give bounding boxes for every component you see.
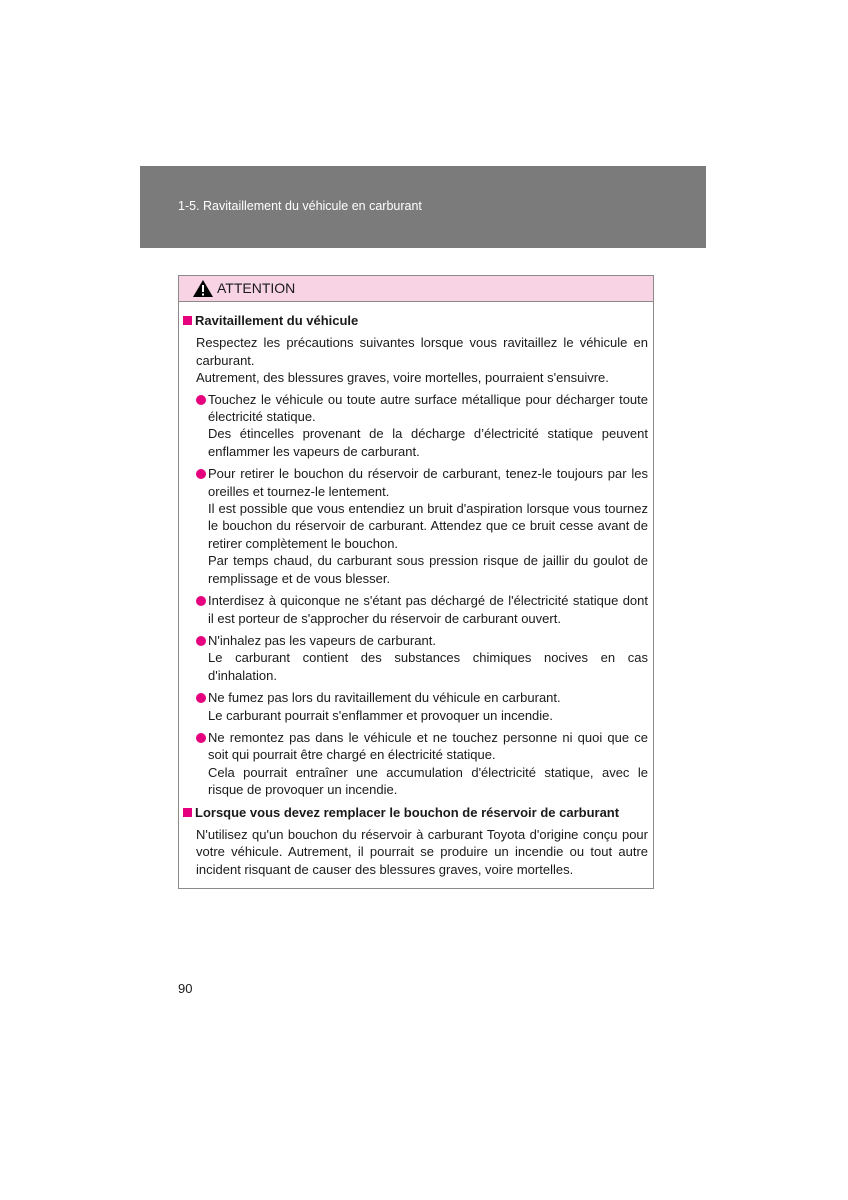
section-heading: Ravitaillement du véhicule xyxy=(183,312,648,329)
list-item: N'inhalez pas les vapeurs de carburant. Le carburant contient des substances chimiques nocives en cas d'inhalation. xyxy=(183,632,648,684)
attention-header xyxy=(179,276,653,302)
list-item: Ne remontez pas dans le véhicule et ne touchez personne ni quoi que ce soit qui pourrait être chargé en électricité statique. Cela pourrait entraîner une accumulation d'électricité statique, avec le risque de provoquer un incendie. xyxy=(183,729,648,799)
list-item: Ne fumez pas lors du ravitaillement du véhicule en carburant. Le carburant pourrait s'enflammer et provoquer un incendie. xyxy=(183,689,648,724)
section-intro: N'utilisez qu'un bouchon du réservoir à carburant Toyota d'origine conçu pour votre véhicule. Autrement, il pourrait se produire un incendie ou tout autre incident risquant de causer des blessures graves, voire mortelles. xyxy=(196,826,648,877)
bullet-dot-icon xyxy=(196,693,206,703)
attention-content xyxy=(183,312,648,882)
section-heading: Lorsque vous devez remplacer le bouchon de réservoir de carburant xyxy=(183,804,648,821)
warning-icon xyxy=(192,279,214,298)
attention-box xyxy=(178,275,654,889)
list-item: Pour retirer le bouchon du réservoir de carburant, tenez-le toujours par les oreilles et tournez-le lentement. Il est possible que vous entendiez un bruit d'aspiration lorsque vous tournez le bouchon du réservoir de carburant. Attendez que ce bruit cesse avant de retirer complètement le bouchon. Par temps chaud, du carburant sous pression risque de jaillir du goulot de remplissage et de vous blesser. xyxy=(183,465,648,587)
square-bullet-icon xyxy=(183,316,192,325)
section-title: 1-5. Ravitaillement du véhicule en carburant xyxy=(178,199,422,213)
bullet-dot-icon xyxy=(196,636,206,646)
bullet-dot-icon xyxy=(196,596,206,606)
page-number: 90 xyxy=(178,981,193,996)
bullet-dot-icon xyxy=(196,395,206,405)
list-item: Touchez le véhicule ou toute autre surface métallique pour décharger toute électricité statique. Des étincelles provenant de la décharge d’électricité statique peuvent enflammer les vapeurs de carburant. xyxy=(183,391,648,461)
bullet-dot-icon xyxy=(196,733,206,743)
square-bullet-icon xyxy=(183,808,192,817)
list-item: Interdisez à quiconque ne s'étant pas déchargé de l'électricité statique dont il est porteur de s'approcher du réservoir de carburant ouvert. xyxy=(183,592,648,627)
bullet-dot-icon xyxy=(196,469,206,479)
section-intro: Respectez les précautions suivantes lorsque vous ravitaillez le véhicule en carburant. Autrement, des blessures graves, voire mortelles, pourraient s'ensuivre. xyxy=(196,335,648,386)
section-header-bar xyxy=(140,166,706,248)
attention-label: ATTENTION xyxy=(217,280,296,296)
